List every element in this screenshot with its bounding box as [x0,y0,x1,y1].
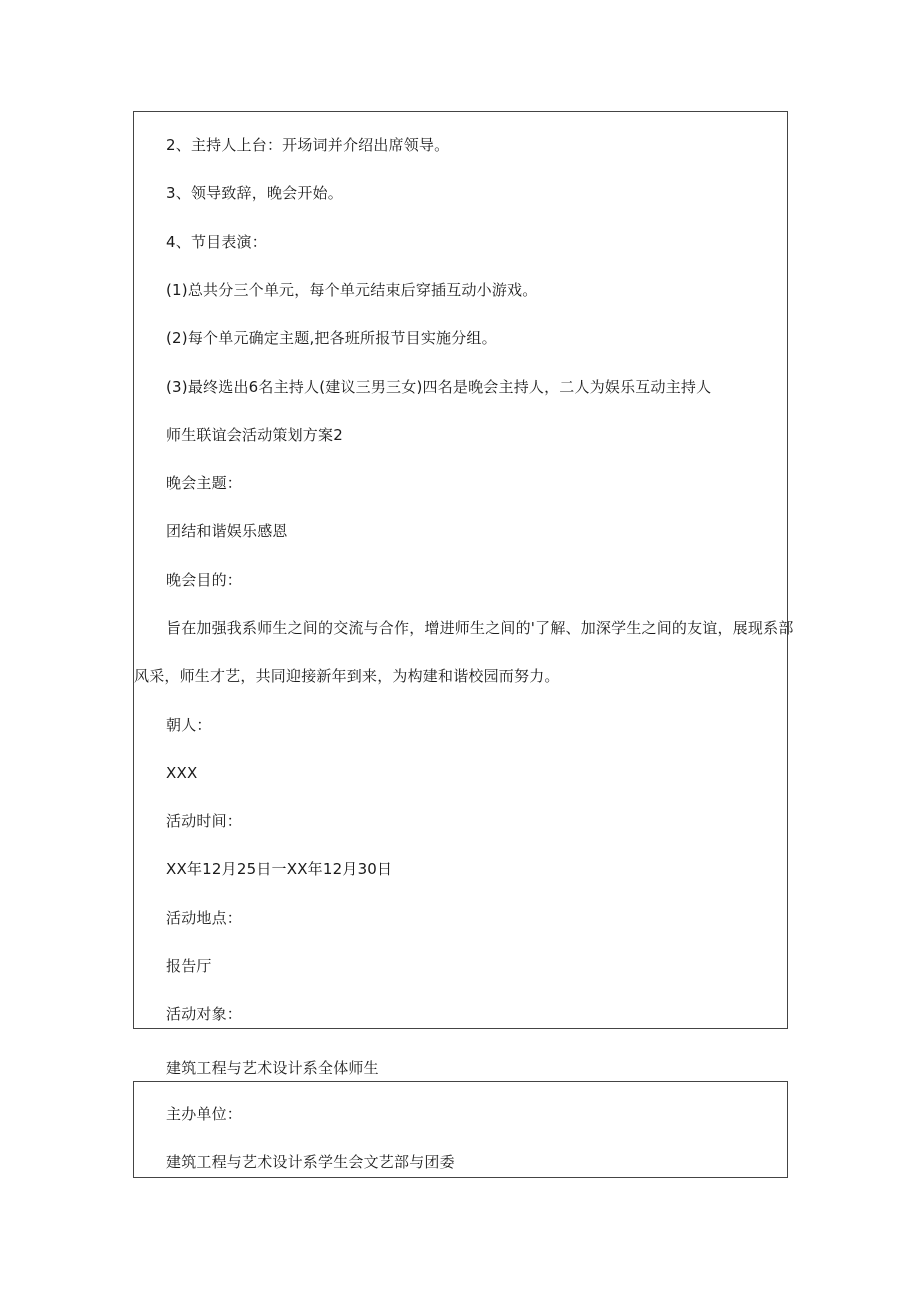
text-line: XXX [166,764,198,782]
text-line: (2)每个单元确定主题,把各班所报节目实施分组。 [166,329,497,347]
text-line: 风采，师生才艺，共同迎接新年到来，为构建和谐校园而努力。 [134,667,560,685]
text-line: 活动对象： [166,1005,243,1023]
text-line: (1)总共分三个单元，每个单元结束后穿插互动小游戏。 [166,281,538,299]
text-line: 旨在加强我系师生之间的交流与合作，增进师生之间的'了解、加深学生之间的友谊，展现系部 [166,619,794,637]
text-line: 朝人： [166,716,212,734]
section-heading: 师生联谊会活动策划方案2 [166,426,343,444]
text-line: 晚会主题： [166,474,243,492]
text-line: 报告厅 [166,957,212,975]
text-line: 建筑工程与艺术设计系学生会文艺部与团委 [166,1153,455,1171]
text-line: 晚会目的： [166,571,243,589]
text-line: 活动时间： [166,812,243,830]
text-line: 活动地点： [166,909,243,927]
text-line: 建筑工程与艺术设计系全体师生 [166,1059,379,1077]
text-line: (3)最终选出6名主持人(建议三男三女)四名是晚会主持人，二人为娱乐互动主持人 [166,378,712,396]
text-line: 2、主持人上台：开场词并介绍出席领导。 [166,136,450,154]
text-line: 主办单位： [166,1105,243,1123]
text-line: 4、节目表演： [166,233,267,251]
text-line: 3、领导致辞，晚会开始。 [166,184,343,202]
text-line: XX年12月25日一XX年12月30日 [166,860,393,878]
text-line: 团结和谐娱乐感恩 [166,522,288,540]
